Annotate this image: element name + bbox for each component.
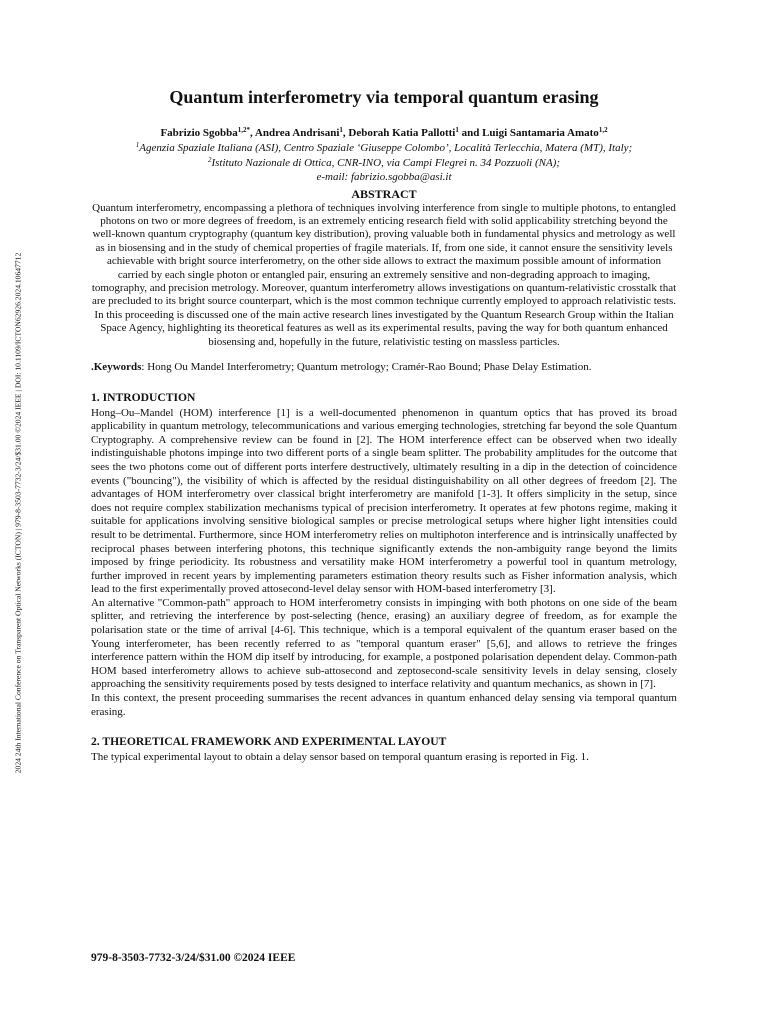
affiliation-sup: 2 — [207, 155, 212, 164]
paragraph: An alternative "Common-path" approach to HOM interferometry consists in impinging with both photons on one side of the beam splitter, and retrieving the interference by post-selecting (hence, erasing) an auxiliary degree of freedom, as for example the polarisation state or the time of arrival [4-6]. This technique, which is a temporal equivalent of the quantum eraser based on the Young interferometer, has been recently referred to as "temporal quantum eraser" [5,6], and allows to retrieve the fringes interference pattern within the HOM dip itself by introducing, for example, a postponed polarisation dependent delay. Common-path HOM based interferometry allows to achieve sub-attosecond and zeptosecond-scale sensitivity levels in delay sensing, closely approaching the sensitivity requirements posed by tests designed to interface relativity and quantum mechanics, as shown in [7]. — [91, 596, 677, 691]
keywords-text: : Hong Ou Mandel Interferometry; Quantum metrology; Cramér-Rao Bound; Phase Delay Estimation. — [141, 360, 592, 373]
author-email: e-mail: fabrizio.sgobba@asi.it — [316, 171, 452, 183]
author-affil-sup: 1,2* — [237, 126, 251, 134]
side-citation-text: 2024 24th International Conference on Transparent Optical Networks (ICTON) | 979-8-3503-7732-3/24/$31.00 ©2024 IEEE | DOI: 10.1109/ICTON62926.2024.10647712 — [13, 252, 23, 773]
affiliation-2 — [91, 156, 677, 171]
author-name: Fabrizio Sgobba — [160, 127, 238, 139]
affiliation-1 — [91, 141, 677, 156]
author-affil-sup: 1,2 — [598, 126, 608, 134]
paragraph: The typical experimental layout to obtain a delay sensor based on temporal quantum erasing is reported in Fig. 1. — [91, 751, 589, 764]
author-separator: , — [250, 127, 255, 139]
side-citation-strip — [9, 180, 27, 845]
author-affil-sup: 1 — [339, 126, 343, 134]
page-footer: 979-8-3503-7732-3/24/$31.00 ©2024 IEEE — [91, 952, 296, 964]
paper-title: Quantum interferometry via temporal quantum erasing — [169, 87, 599, 107]
author-separator: and — [458, 127, 483, 139]
author-list — [91, 126, 677, 141]
keywords-label: .Keywords — [91, 360, 142, 373]
paragraph: Hong–Ou–Mandel (HOM) interference [1] is a well-documented phenomenon in quantum optics that has proved its broad applicability in quantum metrology, telecommunications and various emerging technologies, stretching far beyond the sole Quantum Cryptography. A comprehensive review can be found in [2]. The HOM interference effect can be observed when two ideally indistinguishable photons impinge into two different ports of a single beam splitter. The probability amplitudes for the outcome that sees the two photons come out of different ports interfere destructively, ultimately resulting in a dip in the detection of coincidence events ("bouncing"), the visibility of which is affected by the residual distinguishability on all other degrees of freedom [2]. The advantages of HOM interferometry over classical bright interferometry are manifold [1-3]. It offers simplicity in the setup, since does not require complex stabilization mechanisms typical of precision interferometry. It operates at few photons regime, making it suitable for applications involving sensitive biological samples or precise metrological setups where higher light intensities could result to be detrimental. Furthermore, since HOM interferometry relies on multiphoton interference and is intrinsically unaffected by reciprocal phases between interfering photons, this technique significantly extends the non-ambiguity range beyond the limits imposed by fringe periodicity. Its robustness and versatility make HOM interferometry a powerful tool in quantum metrology, further improved in recent years by implementing parameters estimation theory results such as Fisher information analysis, which lead to the first experimentally proved attosecond-level delay sensor with HOM-based interferometry [3]. — [91, 406, 677, 596]
paper-page — [91, 86, 677, 765]
abstract-text: Quantum interferometry, encompassing a plethora of techniques involving interference from single to multiple photons, to entangled photons on two or more degrees of freedom, is an extremely enticing research field with solid applicability stretching beyond the well-known quantum cryptography (quantum key distribution), proving valuable both in fundamental physics and metrology as well as in biosensing and in the study of chemical properties of fragile materials. If, from one side, it cannot ensure the sensitivity levels achievable with bright source interferometry, on the other side allows to extract the maximum possible amount of information carried by each single photon or entangled pair, ensuring an extremely sensitive and non-degrading approach to imaging, tomography, and precision metrology. Moreover, quantum interferometry allows investigations on quantum-relativistic crosstalk that are precluded to its bright source counterpart, which is the most common technique currently employed to approach relativistic tests. In this proceeding is discussed one of the main active research lines investigated by the Quantum Research Group within the Italian Space Agency, highlighting its theoretical features as well as its experimental results, paving the way for both quantum enhanced biosensing and, hopefully in the future, relativistic testing on massless particles. — [91, 201, 677, 348]
author-name: Andrea Andrisani — [254, 127, 340, 139]
author-separator: , — [342, 127, 349, 139]
affiliation-text: Agenzia Spaziale Italiana (ASI), Centro Spaziale ‘Giuseppe Colombo’, Località Terlecchia, Matera (MT), Italy; — [139, 142, 633, 154]
paragraph: In this context, the present proceeding summarises the recent advances in quantum enhanced delay sensing via temporal quantum erasing. — [91, 692, 677, 718]
affiliation-sup: 1 — [135, 141, 140, 149]
affiliation-text: Istituto Nazionale di Ottica, CNR-INO, via Campi Flegrei n. 34 Pozzuoli (NA); — [211, 156, 560, 169]
author-affil-sup: 1 — [455, 126, 459, 134]
section-heading-introduction: 1. INTRODUCTION — [91, 390, 196, 404]
keywords — [91, 361, 677, 375]
author-name: Luigi Santamaria Amato — [482, 127, 599, 139]
section-heading-theory: 2. THEORETICAL FRAMEWORK AND EXPERIMENTAL LAYOUT — [91, 735, 447, 749]
abstract-heading: ABSTRACT — [351, 186, 417, 201]
author-name: Deborah Katia Pallotti — [348, 127, 456, 139]
